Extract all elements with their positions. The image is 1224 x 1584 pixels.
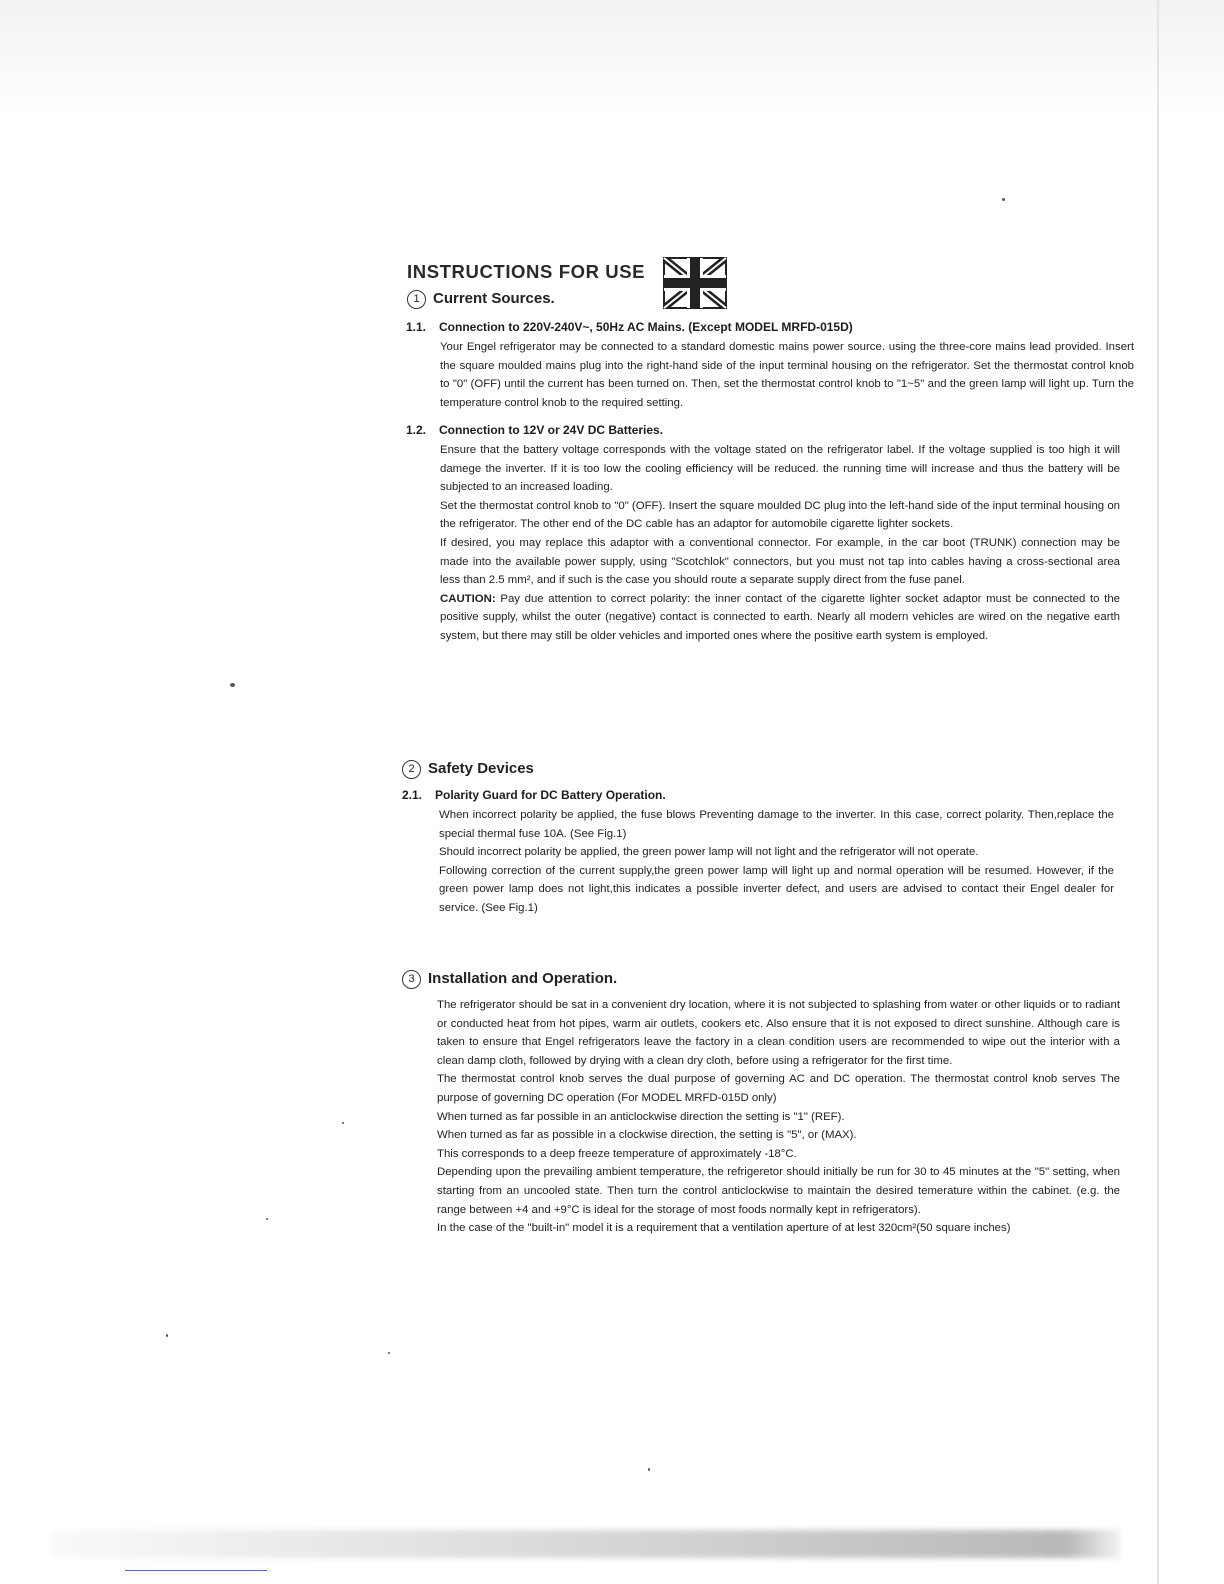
section-number-badge: 1 [407, 290, 426, 309]
paragraph-ac-mains [440, 338, 1134, 412]
paragraph-text: This corresponds to a deep freeze temperature of approximately -18°C. [437, 1147, 797, 1160]
scan-speck [648, 1468, 650, 1471]
scan-speck [266, 1218, 268, 1220]
caution-text: Pay due attention to correct polarity: the inner contact of the cigarette lighter socket adaptor must be connected to the positive supply, whilst the outer (negative) contact is connected to earth. Nearly all modern vehicles are wired on the negative earth system, but there may still be older vehicles and imported ones where the positive earth system is employed. [440, 592, 1120, 642]
scan-speck [342, 1122, 344, 1124]
scan-blue-mark [125, 1570, 267, 1571]
paragraph-text: Your Engel refrigerator may be connected to a standard domestic mains power source. using the three-core mains lead provided. Insert the square moulded mains plug into the right-hand side of the input terminal housing on the refrigerator. Set the thermostat control knob to "0" (OFF) until the current has been turned on. Then, set the thermostat control knob to "1~5" and the green lamp will light up. Turn the temperature control knob to the required setting. [440, 341, 1134, 409]
scan-bottom-smudge [50, 1530, 1120, 1558]
section-title: Safety Devices [428, 760, 534, 777]
section-heading-installation-operation [402, 970, 617, 989]
paragraph-text: Depending upon the prevailing ambient temperature, the refrigeretor should initially be run for 30 to 45 minutes at the "5" setting, when starting from an uncooled state. Then turn the control anticlockwise to maintain the desired temerature within the cabinet. (e.g. the range between +4 and +9°C is ideal for the storage of most foods normally kept in refrigerators). [437, 1166, 1120, 1216]
paragraph-text: Following correction of the current supply,the green power lamp will light up and normal operation will be resumed. However, if the green power lamp does not light,this indicates a possible inverter defect, and users are advised to contact their Engel dealer for service. (See Fig.1) [439, 864, 1114, 914]
section-heading-safety-devices [402, 760, 534, 779]
section-title: Installation and Operation. [428, 970, 618, 987]
paragraph-dc-batteries [440, 441, 1120, 646]
subsection-title: Polarity Guard for DC Battery Operation. [435, 788, 666, 802]
scan-speck [1002, 198, 1005, 201]
subsection-number: 2.1. [402, 788, 423, 802]
section-heading-current-sources [407, 290, 555, 309]
page-title: INSTRUCTIONS FOR USE [407, 261, 646, 282]
scan-speck [388, 1352, 390, 1354]
paragraph-text: When turned as far as possible in a clockwise direction, the setting is "5", or (MAX). [437, 1129, 857, 1142]
scan-edge-line [1157, 0, 1159, 1584]
subsection-heading-1-1 [406, 320, 853, 334]
scan-top-shade [0, 0, 1224, 120]
union-jack-flag-icon [663, 257, 727, 309]
paragraph-installation [437, 996, 1120, 1238]
caution-paragraph [440, 590, 1120, 646]
paragraph-text: Set the thermostat control knob to "0" (OFF). Insert the square moulded DC plug into the left-hand side of the input terminal housing on the refrigerator. The other end of the DC cable has an adaptor for automobile cigarette lighter sockets. [440, 499, 1120, 531]
subsection-number: 1.1. [406, 320, 427, 334]
scan-speck [230, 683, 235, 687]
paragraph-text: The thermostat control knob serves the dual purpose of governing AC and DC operation. The thermostat control knob serves The purpose of governing DC operation (For MODEL MRFD-015D only) [437, 1073, 1120, 1104]
paragraph-text: In the case of the "built-in" model it is a requirement that a ventilation aperture of at lest 320cm²(50 square inches) [437, 1222, 1011, 1235]
paragraph-text: Should incorrect polarity be applied, the green power lamp will not light and the refrigerator will not operate. [439, 846, 979, 859]
section-number-badge: 2 [402, 760, 421, 779]
subsection-title: Connection to 220V-240V~, 50Hz AC Mains. (Except MODEL MRFD-015D) [439, 320, 853, 334]
paragraph-text: The refrigerator should be sat in a convenient dry location, where it is not subjected to splashing from water or other liquids or to radiant or conducted heat from hot pipes, warm air outlets, cookers etc. Also ensure that it is not exposed to direct sunshine. Although care is taken to ensure that Engel refrigerators leave the factory in a clean condition users are recommended to wipe out the interior with a clean damp cloth, followed by drying with a clean dry cloth, before using a refrigerator for the first time. [437, 999, 1120, 1067]
paragraph-text: Ensure that the battery voltage corresponds with the voltage stated on the refrigerator label. If the voltage supplied is too high it will damege the inverter. If it is too low the cooling efficiency will be reduced. the running time will increase and thus the battery will be subjected to an increased loading. [440, 444, 1120, 494]
section-title: Current Sources. [433, 290, 555, 307]
subsection-title: Connection to 12V or 24V DC Batteries. [439, 423, 664, 437]
section-number-badge: 3 [402, 970, 421, 989]
scan-speck [166, 1334, 168, 1337]
paragraph-text: When turned as far possible in an anticlockwise direction the setting is "1" (REF). [437, 1110, 845, 1123]
subsection-number: 1.2. [406, 423, 427, 437]
subsection-heading-2-1 [402, 788, 666, 802]
subsection-heading-1-2 [406, 423, 663, 437]
paragraph-text: If desired, you may replace this adaptor with a conventional connector. For example, in the car boot (TRUNK) connection may be made into the available power supply, using "Scotchlok" connectors, but you must not tap into cables having a cross-sectional area less than 2.5 mm², and if such is the case you should route a separate supply direct from the fuse panel. [440, 536, 1120, 587]
caution-label: CAUTION: [440, 592, 496, 605]
paragraph-text: When incorrect polarity be applied, the fuse blows Preventing damage to the inverter. In this case, correct polarity. Then,replace the special thermal fuse 10A. (See Fig.1) [439, 809, 1114, 840]
paragraph-polarity-guard [439, 806, 1114, 918]
